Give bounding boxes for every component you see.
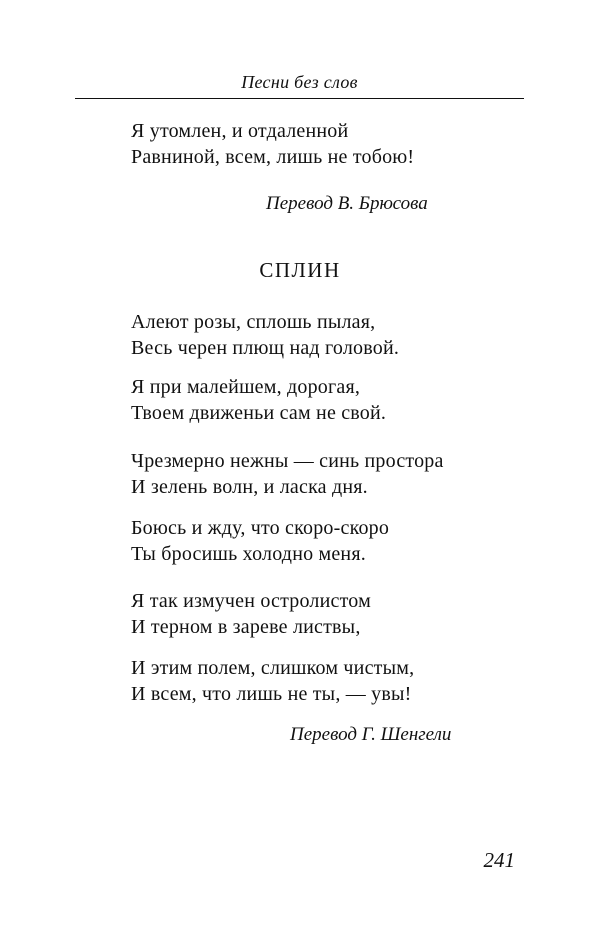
verse-line: Боюсь и жду, что скоро-скоро <box>131 517 390 539</box>
verse-line: Алеют розы, сплошь пылая, <box>131 311 376 333</box>
stanza <box>131 655 414 707</box>
verse-line: Весь черен плющ над головой. <box>131 337 400 359</box>
page-number: 241 <box>483 848 515 872</box>
translator-credit: Перевод В. Брюсова <box>266 193 428 214</box>
verse-line: И всем, что лишь не ты, — увы! <box>131 683 412 705</box>
verse-line: И терном в зареве листвы, <box>131 616 361 638</box>
verse-line: И этим полем, слишком чистым, <box>131 657 415 679</box>
stanza <box>131 448 444 500</box>
stanza <box>131 515 389 567</box>
verse-line: Я утомлен, и отдаленной <box>131 120 349 142</box>
verse-line: Ты бросишь холодно меня. <box>131 543 366 565</box>
stanza <box>131 374 386 426</box>
verse-line: И зелень волн, и ласка дня. <box>131 476 368 498</box>
verse-line: Равниной, всем, лишь не тобою! <box>131 146 415 168</box>
verse-line: Чрезмерно нежны — синь простора <box>131 450 444 472</box>
poem-title: СПЛИН <box>259 258 341 282</box>
previous-poem-ending <box>131 118 414 170</box>
verse-line: Твоем движеньи сам не свой. <box>131 402 387 424</box>
stanza <box>131 588 371 640</box>
verse-line: Я так измучен остролистом <box>131 590 371 612</box>
stanza <box>131 309 399 361</box>
header-rule <box>75 98 524 99</box>
translator-credit: Перевод Г. Шенгели <box>290 724 452 745</box>
running-head: Песни без слов <box>241 72 358 92</box>
verse-line: Я при малейшем, дорогая, <box>131 376 361 398</box>
